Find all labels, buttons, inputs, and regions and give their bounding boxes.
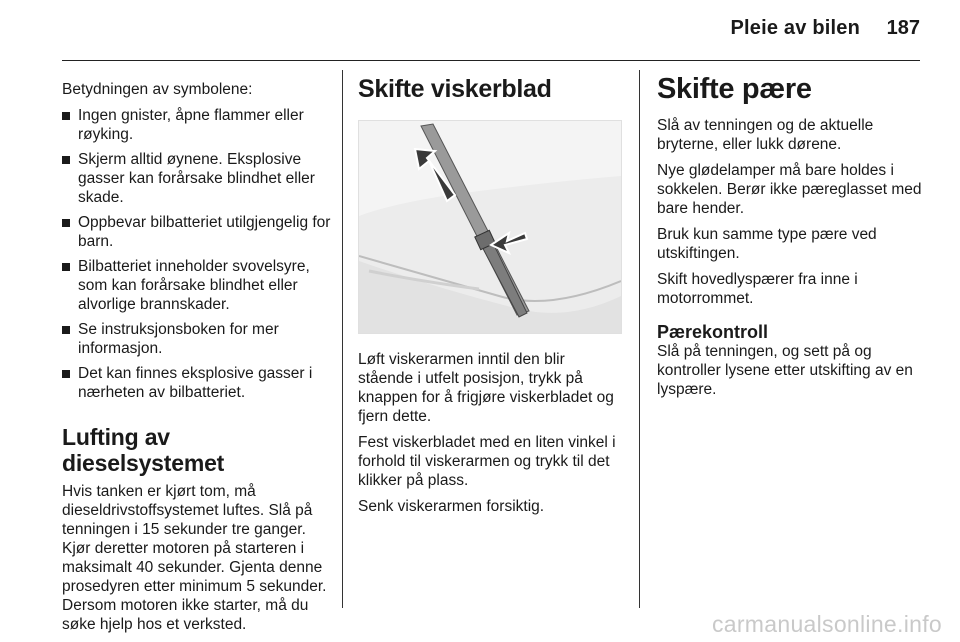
wiper-illustration	[358, 120, 622, 334]
bullet-square-icon	[62, 219, 70, 227]
section-text-diesel: Hvis tanken er kjørt tom, må dieseldrivstoffsystemet luftes. Slå på tenningen i 15 sekunder tre ganger. Kjør deretter motoren på starteren i maksimalt 40 sekunder. Gjenta denne prosedyren etter minimum 5 sekunder. Dersom motoren ikke starter, må du søke hjelp hos et verksted.	[62, 483, 327, 633]
bulb-check-text: Slå på tenningen, og sett på og kontroller lysene etter utskifting av en lyspære.	[657, 343, 913, 398]
page-header	[62, 0, 920, 61]
bullet-square-icon	[62, 326, 70, 334]
bulb-text-3: Bruk kun samme type pære ved utskiftingen.	[657, 226, 877, 262]
bullet-square-icon	[62, 112, 70, 120]
watermark: carmanualsonline.info	[711, 611, 942, 637]
wiper-text-3: Senk viskerarmen forsiktig.	[358, 498, 545, 515]
section-heading-diesel: Lufting av dieselsystemet	[62, 424, 225, 476]
bulb-text-1: Slå av tenningen og de aktuelle bryterne, eller lukk dørene.	[657, 117, 874, 153]
column-2	[358, 74, 624, 523]
column-3	[657, 74, 923, 406]
bulb-text-4: Skift hovedlyspærer fra inne i motorrommet.	[657, 271, 858, 307]
bullet-square-icon	[62, 156, 70, 164]
header-title: Pleie av bilen	[730, 17, 860, 39]
list-item: Ingen gnister, åpne flammer eller røyking.	[62, 106, 334, 144]
section-heading-wiper: Skifte viskerblad	[358, 75, 552, 103]
list-item: Oppbevar bilbatteriet utilgjengelig for barn.	[62, 213, 334, 251]
symbols-list	[62, 106, 334, 402]
column-divider	[342, 70, 343, 608]
bullet-square-icon	[62, 263, 70, 271]
list-item: Se instruksjonsboken for mer informasjon.	[62, 320, 334, 358]
list-item: Skjerm alltid øynene. Eksplosive gasser kan forårsake blindhet eller skade.	[62, 150, 334, 207]
wiper-blade-illustration	[359, 121, 621, 333]
list-item: Det kan finnes eksplosive gasser i nærheten av bilbatteriet.	[62, 364, 334, 402]
symbols-intro: Betydningen av symbolene:	[62, 81, 253, 98]
wiper-text-1: Løft viskerarmen inntil den blir stående i utfelt posisjon, trykk på knappen for å frigjøre viskerbladet og fjern dette.	[358, 351, 614, 425]
subheading-bulb-check: Pærekontroll	[657, 322, 769, 342]
page-number: 187	[886, 17, 920, 39]
column-1	[62, 80, 334, 641]
wiper-text-2: Fest viskerbladet med en liten vinkel i forhold til viskerarmen og trykk til det klikker på plass.	[358, 434, 616, 489]
bullet-square-icon	[62, 370, 70, 378]
column-divider	[639, 70, 640, 608]
list-item: Bilbatteriet inneholder svovelsyre, som kan forårsake blindhet eller alvorlige brannskader.	[62, 257, 334, 314]
bulb-text-2: Nye glødelamper må bare holdes i sokkelen. Berør ikke pæreglasset med bare hender.	[657, 162, 922, 217]
section-heading-bulb: Skifte pære	[657, 73, 812, 105]
